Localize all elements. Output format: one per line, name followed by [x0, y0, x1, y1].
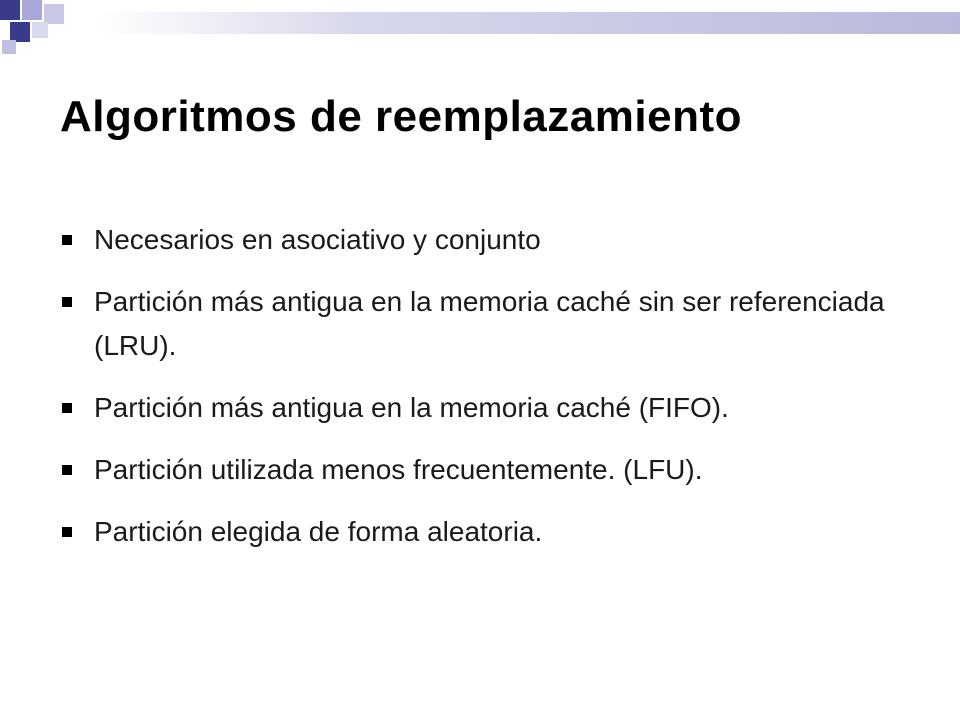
corner-squares-icon	[0, 0, 80, 60]
list-item	[60, 510, 900, 554]
square-bullet-icon	[62, 297, 72, 307]
list-item	[60, 448, 900, 492]
bullet-text: Partición elegida de forma aleatoria.	[94, 516, 543, 547]
list-item	[60, 280, 900, 368]
bullet-text: Partición utilizada menos frecuentemente. (LFU).	[94, 454, 703, 485]
square-bullet-icon	[62, 465, 72, 475]
list-item	[60, 218, 900, 262]
square-bullet-icon	[62, 235, 72, 245]
bullet-list	[60, 218, 900, 572]
bullet-text: Partición más antigua en la memoria caché sin ser referenciada (LRU).	[94, 286, 885, 361]
bullet-text: Partición más antigua en la memoria caché (FIFO).	[94, 392, 729, 423]
bullet-text: Necesarios en asociativo y conjunto	[94, 224, 541, 255]
list-item	[60, 386, 900, 430]
slide-title: Algoritmos de reemplazamiento	[60, 92, 742, 141]
square-bullet-icon	[62, 403, 72, 413]
header-bar	[96, 12, 960, 34]
square-bullet-icon	[62, 527, 72, 537]
